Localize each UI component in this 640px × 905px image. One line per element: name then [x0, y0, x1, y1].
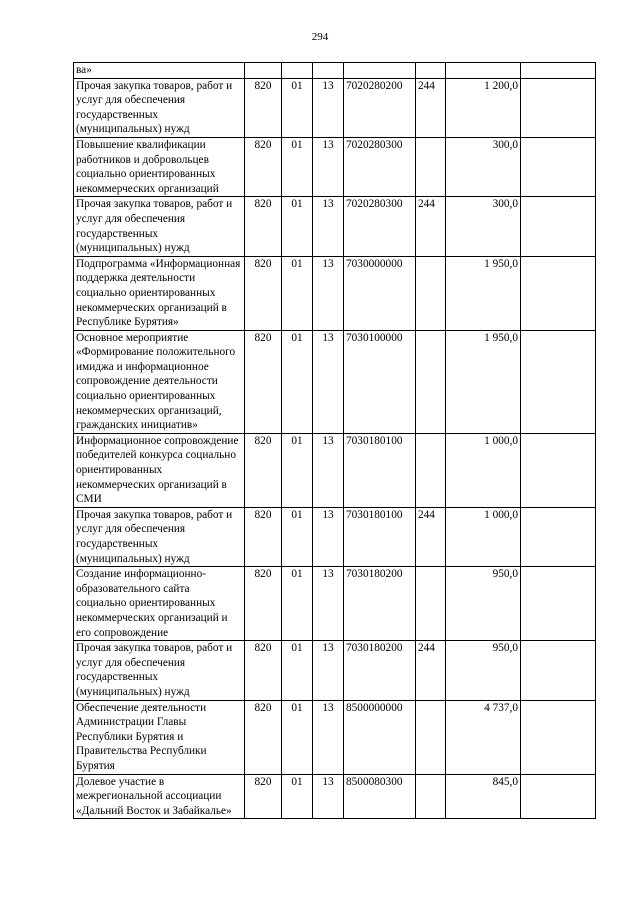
row-name-text: Прочая закупка товаров, работ и услуг для обеспечения государственных (муниципальных) нужд	[76, 642, 233, 698]
cell-expense-type: 244	[416, 197, 446, 256]
cell-extra	[521, 641, 596, 700]
cell-section: 01	[282, 137, 313, 196]
cell-ministry: 820	[245, 567, 282, 641]
cell-expense-type	[416, 567, 446, 641]
table-row	[74, 330, 596, 433]
cell-name	[74, 78, 245, 137]
cell-target-code: 7020280200	[344, 78, 416, 137]
cell-name	[74, 774, 245, 819]
cell-name	[74, 700, 245, 774]
cell-name	[74, 63, 245, 79]
cell-subsection: 13	[313, 700, 344, 774]
table-row	[74, 641, 596, 700]
cell-subsection: 13	[313, 256, 344, 330]
cell-subsection: 13	[313, 137, 344, 196]
row-name-text: Прочая закупка товаров, работ и услуг для обеспечения государственных (муниципальных) нужд	[76, 79, 233, 136]
cell-name	[74, 137, 245, 196]
cell-amount	[446, 63, 521, 79]
cell-target-code: 7020280300	[344, 137, 416, 196]
cell-subsection: 13	[313, 567, 344, 641]
cell-extra	[521, 137, 596, 196]
cell-name	[74, 256, 245, 330]
cell-section: 01	[282, 641, 313, 700]
cell-expense-type	[416, 774, 446, 819]
cell-amount: 1 950,0	[446, 256, 521, 330]
row-name-text: Долевое участие в межрегиональной ассоциации «Дальний Восток и Забайкалье»	[76, 775, 232, 817]
cell-target-code: 7020280300	[344, 197, 416, 256]
cell-extra	[521, 567, 596, 641]
row-name-text: Прочая закупка товаров, работ и услуг для обеспечения государственных (муниципальных) нужд	[76, 508, 233, 565]
cell-name	[74, 197, 245, 256]
cell-ministry: 820	[245, 78, 282, 137]
cell-subsection: 13	[313, 78, 344, 137]
row-name-text: Обеспечение деятельности Администрации Главы Республики Бурятия и Правительства Республики Бурятия	[76, 701, 207, 772]
cell-section: 01	[282, 330, 313, 433]
cell-amount: 300,0	[446, 137, 521, 196]
cell-subsection: 13	[313, 330, 344, 433]
cell-subsection	[313, 63, 344, 79]
cell-target-code	[344, 63, 416, 79]
cell-target-code: 7030180100	[344, 433, 416, 507]
cell-section: 01	[282, 774, 313, 819]
cell-amount: 845,0	[446, 774, 521, 819]
cell-subsection: 13	[313, 774, 344, 819]
cell-extra	[521, 433, 596, 507]
cell-target-code: 7030180200	[344, 567, 416, 641]
cell-section: 01	[282, 433, 313, 507]
cell-extra	[521, 256, 596, 330]
budget-table	[73, 62, 596, 819]
row-name-text: Подпрограмма «Информационная поддержка деятельности социально ориентированных некоммерческих организаций в Республике Бурятия»	[76, 257, 241, 329]
cell-amount: 950,0	[446, 641, 521, 700]
cell-expense-type: 244	[416, 641, 446, 700]
table-row	[74, 507, 596, 566]
table-row	[74, 197, 596, 256]
row-name-text: Повышение квалификации работников и добровольцев социально ориентированных некоммерческих организаций	[76, 138, 219, 195]
table-row	[74, 137, 596, 196]
cell-subsection: 13	[313, 507, 344, 566]
cell-section: 01	[282, 256, 313, 330]
cell-ministry: 820	[245, 197, 282, 256]
cell-section: 01	[282, 197, 313, 256]
cell-name	[74, 330, 245, 433]
cell-ministry	[245, 63, 282, 79]
cell-amount: 4 737,0	[446, 700, 521, 774]
cell-name	[74, 433, 245, 507]
cell-ministry: 820	[245, 641, 282, 700]
cell-amount: 1 200,0	[446, 78, 521, 137]
cell-expense-type	[416, 256, 446, 330]
cell-extra	[521, 197, 596, 256]
row-name-text: Информационное сопровождение победителей конкурса социально ориентированных некоммерческих организаций в СМИ	[76, 434, 239, 506]
cell-subsection: 13	[313, 197, 344, 256]
cell-amount: 300,0	[446, 197, 521, 256]
cell-target-code: 7030100000	[344, 330, 416, 433]
cell-target-code: 7030180200	[344, 641, 416, 700]
cell-subsection: 13	[313, 433, 344, 507]
cell-extra	[521, 507, 596, 566]
table-row	[74, 63, 596, 79]
cell-extra	[521, 774, 596, 819]
cell-extra	[521, 700, 596, 774]
cell-target-code: 8500080300	[344, 774, 416, 819]
cell-name	[74, 567, 245, 641]
cell-name	[74, 641, 245, 700]
cell-ministry: 820	[245, 256, 282, 330]
row-name-text: Прочая закупка товаров, работ и услуг для обеспечения государственных (муниципальных) нужд	[76, 198, 233, 255]
cell-target-code: 8500000000	[344, 700, 416, 774]
cell-target-code: 7030180100	[344, 507, 416, 566]
cell-expense-type: 244	[416, 78, 446, 137]
table-row	[74, 774, 596, 819]
cell-section: 01	[282, 78, 313, 137]
cell-section	[282, 63, 313, 79]
cell-ministry: 820	[245, 507, 282, 566]
cell-target-code: 7030000000	[344, 256, 416, 330]
table-row	[74, 700, 596, 774]
cell-amount: 1 000,0	[446, 433, 521, 507]
cell-subsection: 13	[313, 641, 344, 700]
cell-expense-type	[416, 137, 446, 196]
cell-expense-type	[416, 433, 446, 507]
cell-extra	[521, 63, 596, 79]
page-number: 294	[311, 31, 329, 43]
cell-ministry: 820	[245, 700, 282, 774]
cell-ministry: 820	[245, 433, 282, 507]
table-row	[74, 256, 596, 330]
cell-extra	[521, 78, 596, 137]
cell-expense-type	[416, 700, 446, 774]
row-name-text: ва»	[76, 64, 92, 76]
cell-extra	[521, 330, 596, 433]
table-row	[74, 567, 596, 641]
cell-expense-type: 244	[416, 507, 446, 566]
cell-amount: 1 950,0	[446, 330, 521, 433]
table-body	[74, 63, 596, 819]
cell-section: 01	[282, 700, 313, 774]
cell-name	[74, 507, 245, 566]
cell-ministry: 820	[245, 137, 282, 196]
table-row	[74, 78, 596, 137]
cell-amount: 950,0	[446, 567, 521, 641]
table-row	[74, 433, 596, 507]
cell-amount: 1 000,0	[446, 507, 521, 566]
cell-section: 01	[282, 507, 313, 566]
cell-ministry: 820	[245, 774, 282, 819]
cell-section: 01	[282, 567, 313, 641]
row-name-text: Создание информационно-образовательного сайта социально ориентированных некоммерческих организаций и его сопровождение	[76, 568, 228, 639]
cell-expense-type	[416, 63, 446, 79]
cell-ministry: 820	[245, 330, 282, 433]
cell-expense-type	[416, 330, 446, 433]
row-name-text: Основное мероприятие «Формирование положительного имиджа и информационное сопровождение деятельности социально ориентированных некоммерческих организаций, гражданских инициатив»	[76, 331, 236, 432]
